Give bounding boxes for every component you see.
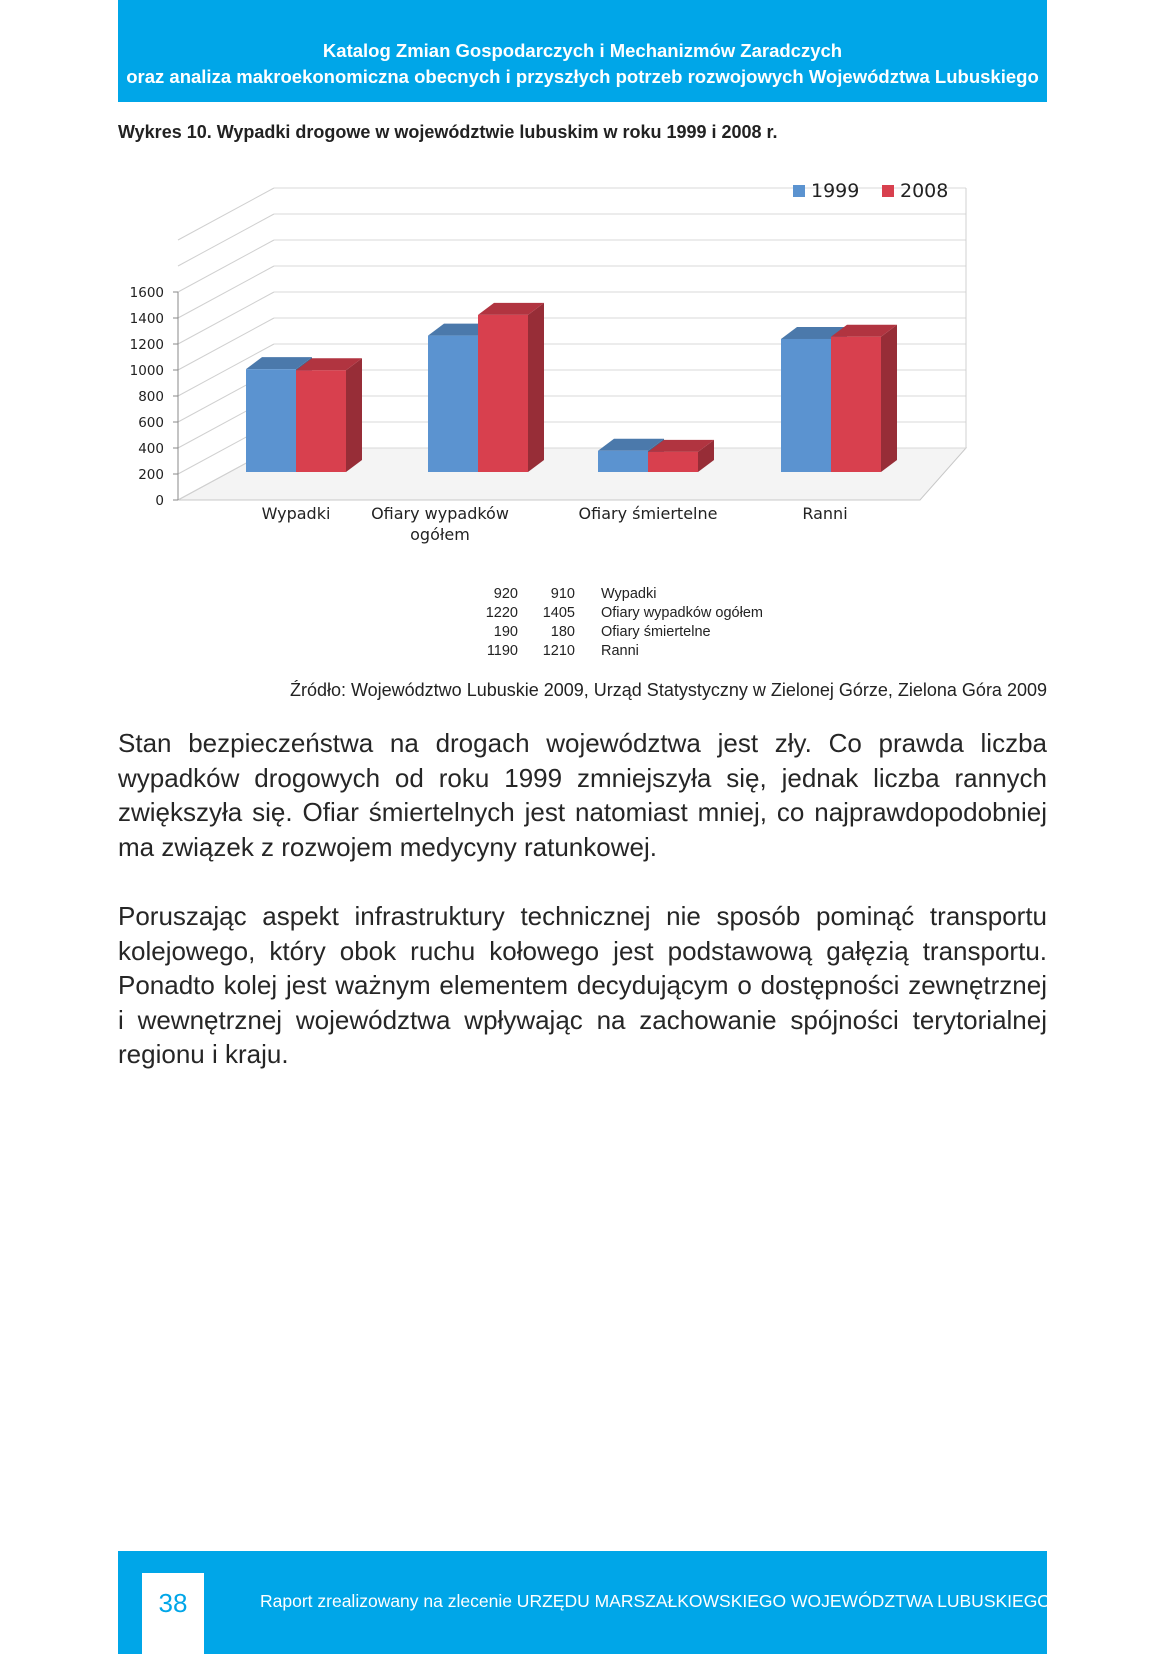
source-note: Źródło: Województwo Lubuskie 2009, Urząd Statystyczny w Zielonej Górze, Zielona Góra 2009 bbox=[289, 680, 1047, 700]
bar-front bbox=[831, 337, 881, 472]
chart-caption: Wykres 10. Wypadki drogowe w województwie lubuskim w roku 1999 i 2008 r. bbox=[118, 122, 778, 142]
bar-Wypadki-2008 bbox=[296, 358, 362, 472]
chart-legend bbox=[793, 180, 948, 202]
paragraph-road-safety: Stan bezpieczeństwa na drogach województwa jest zły. Co prawda liczba wypadków drogowych od roku 1999 zmniejszyła się, jednak liczba rannych zwiększyła się. Ofiar śmiertelnych jest natomiast mniej, co najprawdopodobniej ma związek z rozwojem medycyny ratunkowej. bbox=[118, 728, 1047, 862]
data-table-row bbox=[470, 585, 763, 604]
page-header bbox=[118, 0, 1047, 102]
y-tick-label: 200 bbox=[138, 467, 164, 483]
x-axis-label: Ranni bbox=[802, 504, 848, 523]
data-table-label: Ofiary śmiertelne bbox=[601, 624, 711, 640]
data-table-value-2008: 1405 bbox=[542, 605, 575, 621]
bar-front bbox=[428, 336, 478, 472]
y-tick-label: 1400 bbox=[129, 311, 164, 327]
y-tick-label: 600 bbox=[138, 415, 164, 431]
data-table-label: Wypadki bbox=[601, 586, 657, 602]
data-table-value-2008: 1210 bbox=[542, 643, 575, 659]
y-tick-label: 400 bbox=[138, 441, 164, 457]
legend-label: 2008 bbox=[900, 180, 949, 202]
data-table-value-1999: 1190 bbox=[486, 643, 518, 659]
gridline-side bbox=[178, 266, 274, 318]
bar-front bbox=[296, 370, 346, 472]
bar-front bbox=[598, 451, 648, 472]
y-tick-label: 800 bbox=[138, 389, 164, 405]
data-table-value-1999: 920 bbox=[493, 586, 518, 602]
bar-front bbox=[781, 339, 831, 472]
data-table-value-1999: 1220 bbox=[485, 605, 518, 621]
x-axis-labels bbox=[262, 504, 848, 544]
x-axis-label: Ofiary śmiertelne bbox=[578, 504, 718, 523]
data-table-row bbox=[470, 604, 763, 623]
data-table-value-2008: 910 bbox=[550, 586, 575, 602]
y-tick-label: 1000 bbox=[129, 363, 164, 379]
bar-front bbox=[478, 315, 528, 472]
paragraph-rail-transport: Poruszając aspekt infrastruktury technicznej nie sposób pominąć transportu kolejowego, który obok ruchu kołowego jest podstawową gałęzią transportu. Ponadto kolej jest ważnym elementem decydującym o dostępności zewnętrznej i wewnętrznej województwa wpływając na zachowanie spójności terytorialnej regionu i kraju. bbox=[118, 901, 1047, 1069]
y-axis-ticks bbox=[130, 285, 178, 509]
bar-front bbox=[246, 369, 296, 472]
bar-Ofiary śmiertelne-2008 bbox=[648, 440, 714, 472]
chart-bars bbox=[246, 303, 897, 472]
bar-Ofiary wypadków ogółem-2008 bbox=[478, 303, 544, 472]
gridline-side bbox=[178, 292, 274, 344]
page-footer bbox=[118, 1551, 1051, 1654]
header-title-line2: oraz analiza makroekonomiczna obecnych i przyszłych potrzeb rozwojowych Województwa Lubuskiego bbox=[126, 66, 1039, 87]
x-axis-label: ogółem bbox=[410, 525, 470, 544]
data-table-value-2008: 180 bbox=[550, 624, 575, 640]
x-axis-label: Ofiary wypadków bbox=[371, 504, 509, 523]
gridline-side bbox=[178, 240, 274, 292]
bar-side bbox=[881, 325, 897, 472]
page-number: 38 bbox=[142, 1573, 204, 1654]
legend-swatch-1999 bbox=[793, 185, 805, 197]
data-table-label: Ranni bbox=[601, 643, 639, 659]
bar-side bbox=[346, 358, 362, 472]
chart-data-table bbox=[470, 585, 763, 661]
data-table-value-1999: 190 bbox=[493, 624, 518, 640]
header-title-line1: Katalog Zmian Gospodarczych i Mechanizmów Zaradczych bbox=[322, 40, 843, 61]
bar-front bbox=[648, 452, 698, 472]
road-accidents-bar-chart bbox=[118, 170, 1047, 590]
gridline-side bbox=[178, 188, 274, 240]
bar-Ranni-2008 bbox=[831, 325, 897, 472]
data-table-row bbox=[470, 623, 763, 642]
legend-swatch-2008 bbox=[882, 185, 894, 197]
y-tick-label: 1200 bbox=[129, 337, 164, 353]
gridline-side bbox=[178, 214, 274, 266]
legend-label: 1999 bbox=[811, 180, 860, 202]
data-table-label: Ofiary wypadków ogółem bbox=[601, 605, 763, 621]
footer-text: Raport zrealizowany na zlecenie URZĘDU MARSZAŁKOWSKIEGO WOJEWÓDZTWA LUBUSKIEGO bbox=[260, 1591, 1051, 1611]
y-tick-label: 1600 bbox=[129, 285, 164, 301]
bar-side bbox=[528, 303, 544, 472]
x-axis-label: Wypadki bbox=[261, 504, 331, 523]
y-tick-label: 0 bbox=[155, 493, 164, 509]
data-table-row bbox=[470, 642, 763, 661]
